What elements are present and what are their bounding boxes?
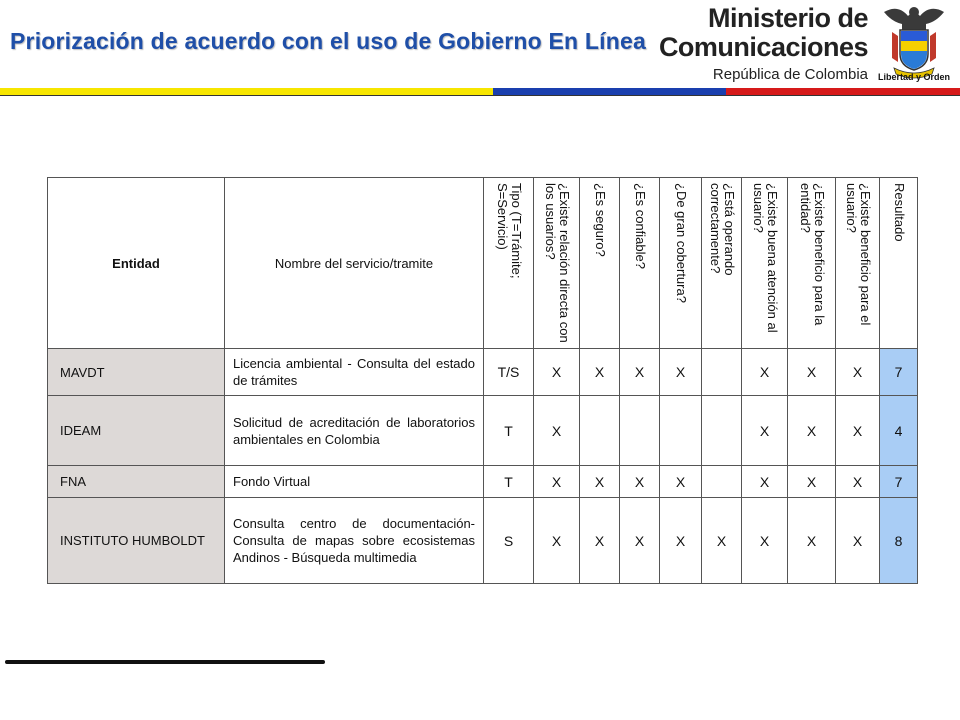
priority-table <box>47 177 918 584</box>
cell-resultado: 7 <box>880 349 918 396</box>
table-row <box>48 498 918 584</box>
ministry-line-1: Ministerio de <box>707 3 868 33</box>
col-header-beneficio-entidad: ¿Existe beneficio para la entidad? <box>788 178 836 349</box>
cell-tipo: T/S <box>484 349 534 396</box>
cell-mark: X <box>742 396 788 466</box>
table-row <box>48 466 918 498</box>
col-header-beneficio-usuario: ¿Existe beneficio para el usuario? <box>836 178 880 349</box>
table-row <box>48 396 918 466</box>
cell-servicio: Licencia ambiental - Consulta del estado de trámites <box>225 349 484 396</box>
ministry-logo-text <box>659 4 868 86</box>
cell-mark <box>702 466 742 498</box>
table-row <box>48 349 918 396</box>
cell-servicio: Consulta centro de documentación- Consulta de mapas sobre ecosistemas Andinos - Búsqueda multimedia <box>225 498 484 584</box>
page-title: Priorización de acuerdo con el uso de Gobierno En Línea <box>10 28 646 54</box>
col-header-entidad: Entidad <box>48 178 225 349</box>
cell-entidad: MAVDT <box>48 349 225 396</box>
cell-mark <box>580 396 620 466</box>
cell-mark <box>702 349 742 396</box>
col-header-resultado: Resultado <box>880 178 918 349</box>
cell-entidad: FNA <box>48 466 225 498</box>
col-header-confiable: ¿Es confiable? <box>620 178 660 349</box>
cell-mark: X <box>742 498 788 584</box>
ministry-line-2: Comunicaciones <box>658 32 868 62</box>
cell-mark: X <box>580 349 620 396</box>
col-header-relacion: ¿Existe relación directa con los usuarios? <box>534 178 580 349</box>
cell-mark: X <box>534 349 580 396</box>
cell-tipo: S <box>484 498 534 584</box>
cell-mark: X <box>620 349 660 396</box>
cell-mark <box>660 396 702 466</box>
footer-rule <box>5 660 325 664</box>
cell-mark <box>620 396 660 466</box>
cell-mark: X <box>702 498 742 584</box>
col-header-servicio: Nombre del servicio/tramite <box>225 178 484 349</box>
cell-mark: X <box>620 498 660 584</box>
ministry-line-3: República de Colombia <box>712 66 868 83</box>
col-header-cobertura: ¿De gran cobertura? <box>660 178 702 349</box>
cell-mark: X <box>534 396 580 466</box>
cell-mark: X <box>836 466 880 498</box>
motto-label: Libertad y Orden <box>877 72 950 82</box>
cell-mark: X <box>788 498 836 584</box>
cell-mark: X <box>660 466 702 498</box>
cell-mark: X <box>660 498 702 584</box>
cell-tipo: T <box>484 466 534 498</box>
cell-mark: X <box>742 466 788 498</box>
col-header-atencion: ¿Existe buena atención al usuario? <box>742 178 788 349</box>
col-header-tipo: Tipo (T=Trámite; S=Servicio) <box>484 178 534 349</box>
cell-tipo: T <box>484 396 534 466</box>
cell-mark <box>702 396 742 466</box>
cell-servicio: Solicitud de acreditación de laboratorios ambientales en Colombia <box>225 396 484 466</box>
cell-entidad: IDEAM <box>48 396 225 466</box>
col-header-seguro: ¿Es seguro? <box>580 178 620 349</box>
cell-resultado: 8 <box>880 498 918 584</box>
cell-mark: X <box>742 349 788 396</box>
cell-resultado: 4 <box>880 396 918 466</box>
cell-servicio: Fondo Virtual <box>225 466 484 498</box>
cell-mark: X <box>788 466 836 498</box>
cell-resultado: 7 <box>880 466 918 498</box>
cell-mark: X <box>534 498 580 584</box>
cell-mark: X <box>788 396 836 466</box>
cell-mark: X <box>836 498 880 584</box>
divider <box>0 95 960 96</box>
table-header-row <box>48 178 918 349</box>
col-header-operando: ¿Está operando correctamente? <box>702 178 742 349</box>
cell-mark: X <box>580 498 620 584</box>
cell-mark: X <box>534 466 580 498</box>
cell-mark: X <box>836 349 880 396</box>
cell-mark: X <box>660 349 702 396</box>
cell-mark: X <box>620 466 660 498</box>
cell-entidad: INSTITUTO HUMBOLDT <box>48 498 225 584</box>
cell-mark: X <box>788 349 836 396</box>
cell-mark: X <box>836 396 880 466</box>
cell-mark: X <box>580 466 620 498</box>
